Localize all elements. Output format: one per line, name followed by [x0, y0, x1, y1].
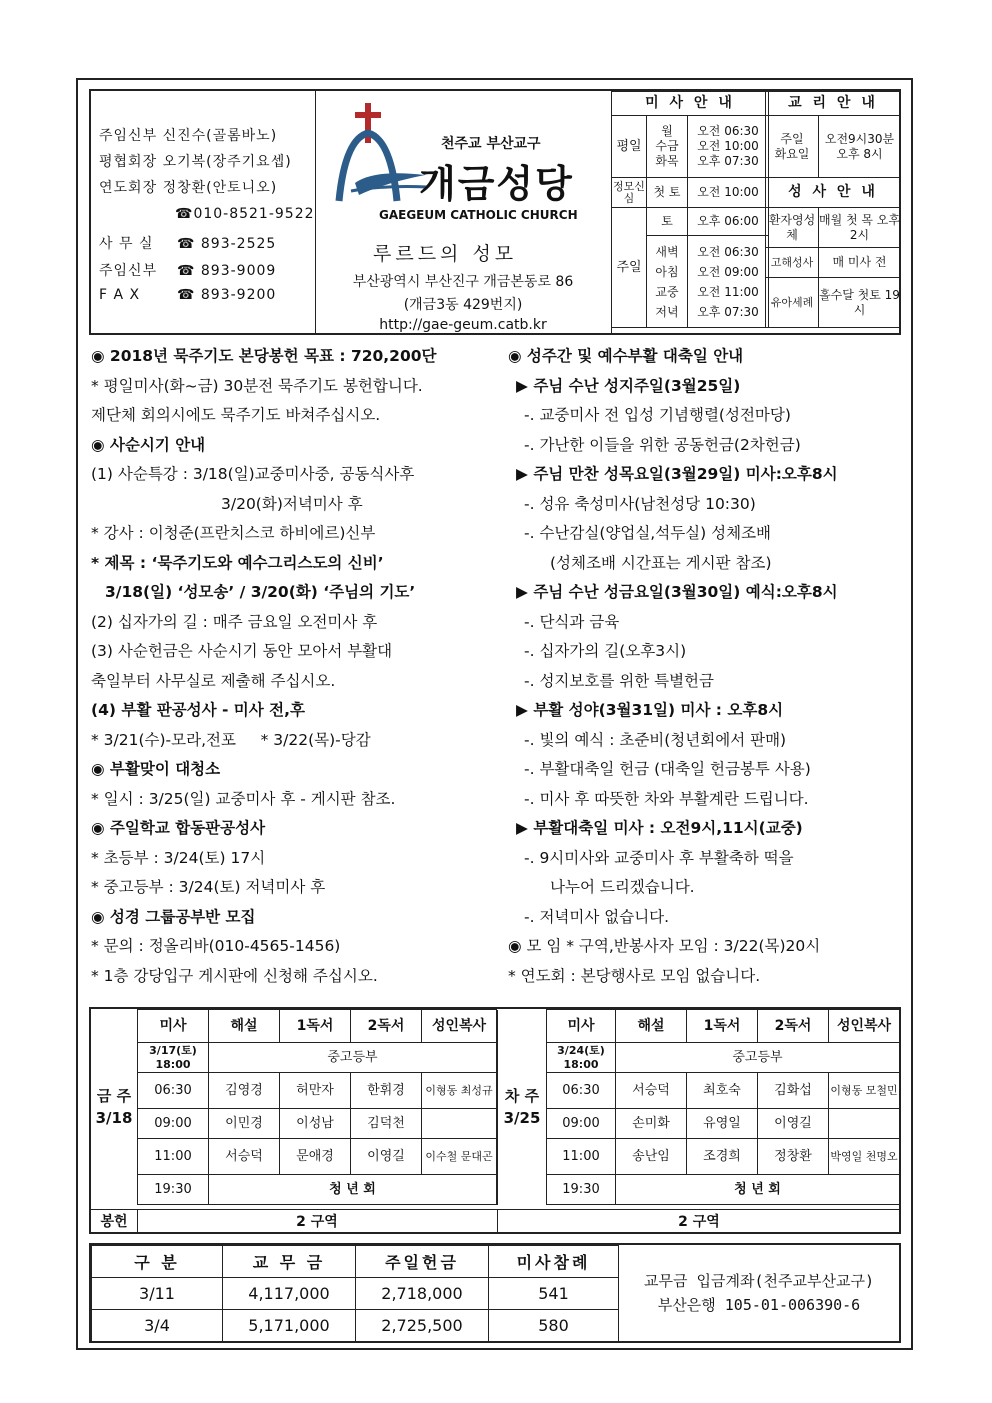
announce-line: 제단체 회의시에도 묵주기도 바쳐주십시오. [91, 406, 381, 424]
announce-line: * 3/21(수)-모라,전포 * 3/22(목)-당감 [91, 730, 371, 749]
brand-panel [315, 91, 612, 333]
announce-line: ▶ 주님 수난 성금요일(3월30일) 예식:오후8시 [516, 583, 838, 601]
roster-cell: 최호숙 [687, 1073, 758, 1109]
mass-name: 새벽 [655, 244, 679, 259]
announce-line: 나누어 드리겠습니다. [550, 878, 695, 896]
sacrament-time: 매 미사 전 [819, 248, 901, 278]
mass-table [611, 91, 769, 328]
header-cell: 미사참례 [489, 1246, 619, 1278]
announce-line: * 1층 강당입구 게시판에 신청해 주십시오. [91, 966, 378, 985]
time: 오후 8시 [836, 146, 883, 161]
time: 오전 10:00 [697, 139, 759, 153]
contact-row: 주임신부 신진수(골롬바노) [99, 128, 278, 144]
diocese-label: 천주교 부산교구 [441, 136, 541, 152]
schedule-panel [611, 91, 899, 333]
sacrament-time: 홀수달 첫토 19시 [819, 278, 901, 328]
day: 주일 [780, 131, 804, 146]
roster-cell: 박영일 천명오 [829, 1139, 900, 1175]
contact-row: 주임신부 ☎ 893-9009 [99, 263, 277, 279]
announce-line: ▶ 주님 수난 성지주일(3월25일) [516, 376, 741, 395]
roster-cell: 손미화 [616, 1109, 687, 1139]
time: 오후 06:00 [688, 208, 769, 236]
mass-time: 19:30 [547, 1175, 616, 1205]
finance-cell: 541 [489, 1278, 619, 1310]
header-cell: 교 무 금 [223, 1246, 356, 1278]
mass-name: 저녁 [655, 304, 679, 319]
announce-line: * 문의 : 정올리바(010-4565-1456) [91, 937, 341, 955]
church-english-name: GAEGEUM CATHOLIC CHURCH [379, 208, 578, 222]
announce-line: ◉ 사순시기 안내 [91, 435, 206, 454]
church-name: 개금성당 [419, 162, 574, 206]
time: 오전 11:00 [697, 284, 759, 299]
roster-cell: 서승덕 [616, 1073, 687, 1109]
announce-line: -. 가난한 이들을 위한 공동헌금(2차헌금) [524, 435, 801, 454]
day: 월 [661, 124, 673, 138]
roster-cell: 송난임 [616, 1139, 687, 1175]
time: 오전9시30분 [824, 131, 895, 146]
finance-cell: 2,718,000 [356, 1278, 489, 1310]
announce-line: ◉ 주일학교 합동판공성사 [91, 819, 266, 837]
roster-cell: 이형동 모철민 [829, 1073, 900, 1109]
time: 오후 07:30 [697, 304, 759, 319]
announce-line: (성체조배 시간표는 게시판 참조) [550, 553, 772, 572]
roster-cell: 유영일 [687, 1109, 758, 1139]
right-announcements [508, 342, 908, 991]
announce-line: -. 부활대축일 헌금 (대축일 헌금봉투 사용) [524, 760, 811, 778]
announce-line: -. 미사 후 따뜻한 차와 부활계란 드립니다. [524, 789, 809, 808]
bulletin-page [76, 78, 913, 1350]
mass-name: 아침 [655, 264, 679, 279]
sacrament-name: 유아세례 [766, 278, 819, 328]
finance-cell: 2,725,500 [356, 1310, 489, 1342]
announce-line: -. 저녁미사 없습니다. [524, 907, 670, 926]
finance-cell: 3/11 [92, 1278, 223, 1310]
mass-time: 11:00 [547, 1139, 616, 1175]
offering-group: 2 구역 [497, 1210, 900, 1234]
day: 첫 토 [647, 178, 688, 208]
header-cell: 성인복사 [829, 1010, 900, 1043]
day: 토 [647, 208, 688, 236]
offering-label: 봉헌 [91, 1210, 138, 1234]
header-cell: 구 분 [92, 1246, 223, 1278]
announce-line: ◉ 2018년 묵주기도 본당봉헌 목표 : 720,200단 [91, 347, 437, 365]
address-line: 부산광역시 부산진구 개금본동로 86 [352, 274, 574, 290]
mass-time: 19:30 [138, 1175, 209, 1205]
offering-group: 2 구역 [296, 1214, 338, 1230]
header-cell: 주일헌금 [356, 1246, 489, 1278]
announce-line: -. 십자가의 길(오후3시) [524, 642, 687, 660]
mass-time: 11:00 [138, 1139, 209, 1175]
contact-row: 평협회장 오기복(장주기요셉) [99, 154, 292, 170]
announce-line: * 평일미사(화~금) 30분전 묵주기도 봉헌합니다. [91, 376, 423, 395]
finance-table [91, 1245, 619, 1342]
weekday-label: 평일 [612, 116, 647, 178]
announce-line: ◉ 모 임 * 구역,반봉사자 모임 : 3/22(목)20시 [508, 937, 821, 955]
header-cell: 1독서 [687, 1010, 758, 1043]
eve-group: 청 년 회 [616, 1175, 900, 1205]
mass-time: 09:00 [547, 1109, 616, 1139]
announce-line: * 강사 : 이청준(프란치스코 하비에르)신부 [91, 524, 376, 542]
address-line: (개금3동 429번지) [403, 297, 523, 313]
header-cell: 1독서 [280, 1010, 351, 1043]
contact-phone: ☎010-8521-9522 [175, 206, 315, 222]
finance-cell: 4,117,000 [223, 1278, 356, 1310]
roster-cell: 이형동 최성규 [422, 1073, 497, 1109]
header-cell: 2독서 [351, 1010, 422, 1043]
announce-line: -. 단식과 금육 [524, 612, 620, 631]
elder-label: 정모신심 [612, 178, 647, 208]
announce-line: (2) 십자가의 길 : 매주 금요일 오전미사 후 [91, 612, 378, 631]
day: 화목 [655, 154, 679, 168]
roster-cell: 김덕천 [351, 1109, 422, 1139]
day: 수금 [655, 139, 679, 153]
finance-cell: 5,171,000 [223, 1310, 356, 1342]
sacrament-title: 성 사 안 내 [766, 178, 901, 208]
roster-next-week [497, 1009, 899, 1205]
finance-cell: 580 [489, 1310, 619, 1342]
roster-cell [829, 1109, 900, 1139]
header-cell: 성인복사 [422, 1010, 497, 1043]
announce-line: -. 9시미사와 교중미사 후 부활축하 떡을 [524, 848, 794, 867]
roster-this-week [91, 1009, 497, 1205]
announce-line: ▶ 부활 성야(3월31일) 미사 : 오후8시 [516, 701, 784, 719]
header-box [89, 89, 901, 335]
announce-line: ◉ 성주간 및 예수부활 대축일 안내 [508, 347, 744, 365]
mass-time: 09:00 [138, 1109, 209, 1139]
time: 오전 10:00 [688, 178, 769, 208]
sat-time: 3/24(토) 18:00 [547, 1043, 616, 1073]
bank-account-info [619, 1269, 899, 1317]
time: 오전 06:30 [697, 244, 759, 259]
sacrament-time: 매월 첫 목 오후 2시 [819, 208, 901, 248]
week-label: 금 주 3/18 [91, 1010, 138, 1205]
header-cell: 해설 [209, 1010, 280, 1043]
announce-line: * 일시 : 3/25(일) 교중미사 후 - 게시판 참조. [91, 789, 396, 808]
roster-cell: 정창환 [758, 1139, 829, 1175]
announce-line: -. 성지보호를 위한 특별헌금 [524, 671, 715, 690]
header-cell: 미사 [547, 1010, 616, 1043]
sunday-label: 주일 [612, 208, 647, 328]
announce-line: -. 성유 축성미사(남천성당 10:30) [524, 494, 756, 513]
sat-group: 중고등부 [209, 1043, 497, 1073]
mass-title: 미 사 안 내 [612, 92, 769, 116]
announce-line: (3) 사순헌금은 사순시기 동안 모아서 부활대 [91, 642, 393, 660]
roster-cell [422, 1109, 497, 1139]
account-title: 교무금 입금계좌(천주교부산교구) [644, 1272, 874, 1290]
announce-line: ◉ 성경 그룹공부반 모집 [91, 907, 256, 926]
catechism-table [765, 91, 901, 328]
roster-cell: 이수철 문대곤 [422, 1139, 497, 1175]
roster-cell: 이영길 [351, 1139, 422, 1175]
contact-row: 연도회장 정창환(안토니오) [99, 180, 278, 196]
announce-line: * 제목 : ‘묵주기도와 예수그리스도의 신비’ [91, 553, 384, 572]
roster-cell: 허만자 [280, 1073, 351, 1109]
week-label: 차 주 3/25 [498, 1010, 547, 1205]
left-announcements [91, 342, 501, 991]
roster-cell: 이민경 [209, 1109, 280, 1139]
finance-box [89, 1243, 901, 1343]
roster-cell: 김영경 [209, 1073, 280, 1109]
announce-line: -. 수난감실(양업실,석두실) 성체조배 [524, 524, 772, 542]
roster-cell: 문애경 [280, 1139, 351, 1175]
roster-cell: 한휘경 [351, 1073, 422, 1109]
contact-row: 사 무 실 ☎ 893-2525 [99, 236, 277, 252]
day: 화요일 [774, 146, 810, 161]
account-number: 부산은행 105-01-006390-6 [657, 1296, 861, 1314]
announce-line: * 연도회 : 본당행사로 모임 없습니다. [508, 966, 761, 985]
time: 오전 06:30 [697, 124, 759, 138]
announce-line: (1) 사순특강 : 3/18(일)교중미사중, 공동식사후 [91, 465, 415, 483]
roster-cell: 이성남 [280, 1109, 351, 1139]
announce-line: (4) 부활 판공성사 - 미사 전,후 [91, 701, 305, 719]
time: 오후 07:30 [697, 154, 759, 168]
header-cell: 해설 [616, 1010, 687, 1043]
sacrament-name: 환자영성체 [766, 208, 819, 248]
mass-time: 06:30 [547, 1073, 616, 1109]
sat-group: 중고등부 [616, 1043, 900, 1073]
patron-name: 루르드의 성모 [373, 243, 518, 265]
mass-name: 교중 [655, 284, 679, 299]
announce-line: 3/20(화)저녁미사 후 [221, 494, 363, 513]
liturgy-roster [89, 1007, 901, 1234]
roster-cell: 김화섭 [758, 1073, 829, 1109]
roster-cell: 조경희 [687, 1139, 758, 1175]
sacrament-name: 고해성사 [766, 248, 819, 278]
announce-line: ◉ 부활맞이 대청소 [91, 760, 221, 778]
sat-time: 3/17(토) 18:00 [138, 1043, 209, 1073]
roster-cell: 이영길 [758, 1109, 829, 1139]
contacts-panel [91, 91, 316, 333]
offering-row [91, 1209, 899, 1234]
announce-line: 3/18(일) ‘성모송’ / 3/20(화) ‘주님의 기도’ [105, 583, 416, 601]
time: 오전 09:00 [697, 264, 759, 279]
finance-cell: 3/4 [92, 1310, 223, 1342]
announce-line: ▶ 주님 만찬 성목요일(3월29일) 미사:오후8시 [516, 465, 838, 483]
announce-line: ▶ 부활대축일 미사 : 오전9시,11시(교중) [516, 819, 803, 837]
announce-line: * 중고등부 : 3/24(토) 저녁미사 후 [91, 878, 326, 896]
mass-time: 06:30 [138, 1073, 209, 1109]
header-cell: 미사 [138, 1010, 209, 1043]
header-cell: 2독서 [758, 1010, 829, 1043]
roster-cell: 서승덕 [209, 1139, 280, 1175]
announce-line: -. 교중미사 전 입성 기념행렬(성전마당) [524, 406, 791, 424]
catechism-title: 교 리 안 내 [766, 92, 901, 116]
website-link[interactable]: http://gae-geum.catb.kr [379, 317, 547, 333]
announce-line: * 초등부 : 3/24(토) 17시 [91, 848, 266, 867]
eve-group: 청 년 회 [209, 1175, 497, 1205]
announce-line: -. 빛의 예식 : 초준비(청년회에서 판매) [524, 730, 787, 749]
contact-row: F A X ☎ 893-9200 [99, 287, 277, 303]
announce-line: 축일부터 사무실로 제출해 주십시오. [91, 671, 336, 690]
